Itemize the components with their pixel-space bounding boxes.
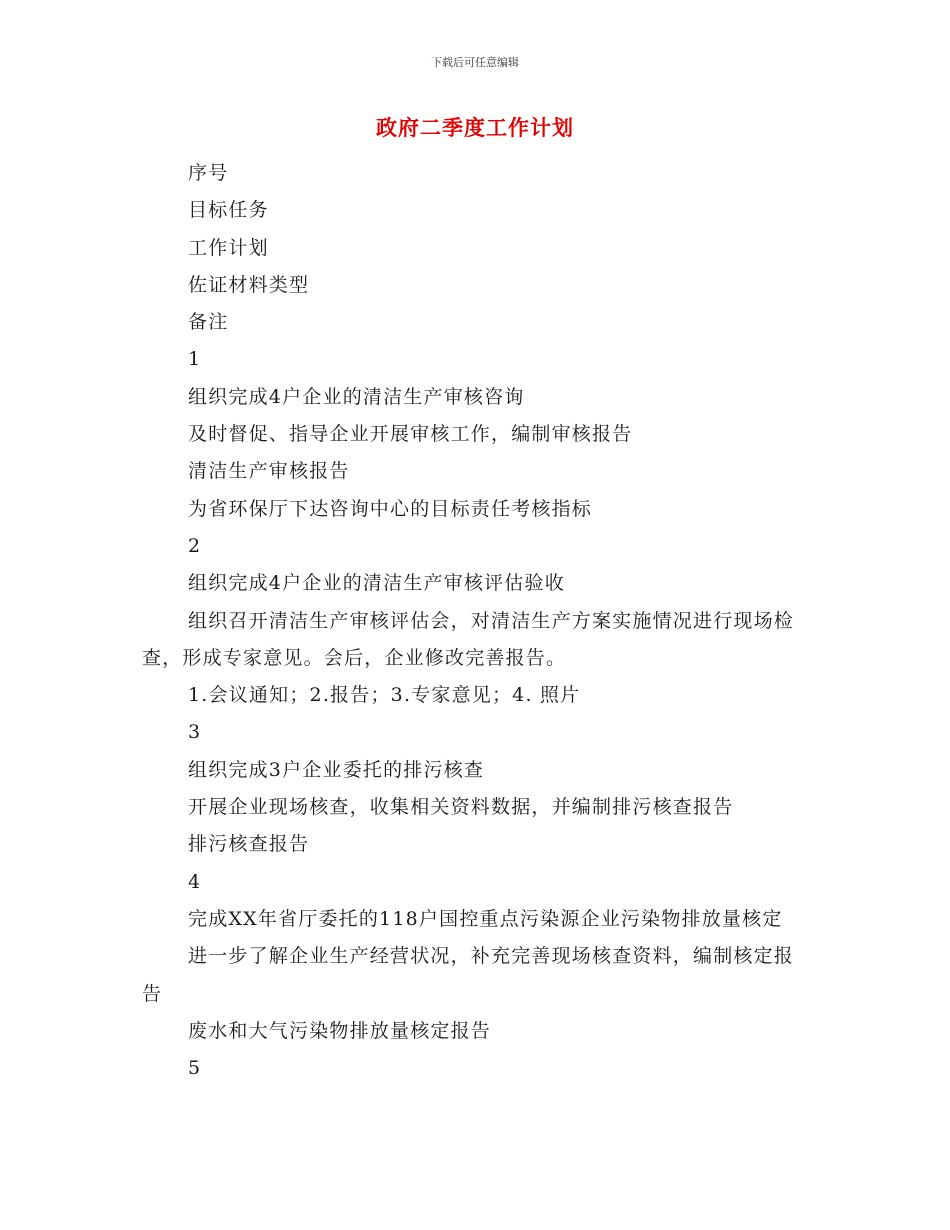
paragraph: 2 (188, 534, 202, 557)
paragraph: 进一步了解企业生产经营状况，补充完善现场核查资料，编制核定报告 (142, 945, 795, 1005)
paragraph: 目标任务 (188, 199, 269, 222)
paragraph: 废水和大气污染物排放量核定报告 (188, 1019, 492, 1042)
paragraph: 完成XX年省厅委托的118户国控重点污染源企业污染物排放量核定 (188, 907, 783, 930)
document-title: 政府二季度工作计划 (376, 115, 574, 140)
paragraph: 排污核查报告 (188, 833, 310, 856)
paragraph: 及时督促、指导企业开展审核工作，编制审核报告 (188, 423, 633, 446)
paragraph: 组织完成4户企业的清洁生产审核评估验收 (188, 572, 565, 595)
paragraph: 备注 (188, 311, 229, 334)
paragraph: 佐证材料类型 (188, 273, 310, 296)
paragraph: 组织召开清洁生产审核评估会，对清洁生产方案实施情况进行现场检查，形成专家意见。会后，企业修改完善报告。 (142, 609, 795, 669)
paragraph: 清洁生产审核报告 (188, 460, 350, 483)
paragraph: 1 (188, 348, 202, 371)
paragraph: 1.会议通知；2.报告；3.专家意见；4. 照片 (188, 684, 581, 707)
paragraph: 组织完成4户企业的清洁生产审核咨询 (188, 385, 525, 408)
header-note: 下载后可任意编辑 (431, 56, 519, 69)
paragraph: 4 (188, 870, 202, 893)
paragraph: 组织完成3户企业委托的排污核查 (188, 758, 485, 781)
paragraph: 5 (188, 1057, 202, 1080)
document-body (142, 155, 802, 1087)
paragraph: 工作计划 (188, 236, 269, 259)
paragraph: 3 (188, 721, 202, 744)
paragraph: 为省环保厅下达咨询中心的目标责任考核指标 (188, 497, 593, 520)
paragraph: 序号 (188, 162, 229, 184)
paragraph: 开展企业现场核查，收集相关资料数据，并编制排污核查报告 (188, 796, 734, 819)
